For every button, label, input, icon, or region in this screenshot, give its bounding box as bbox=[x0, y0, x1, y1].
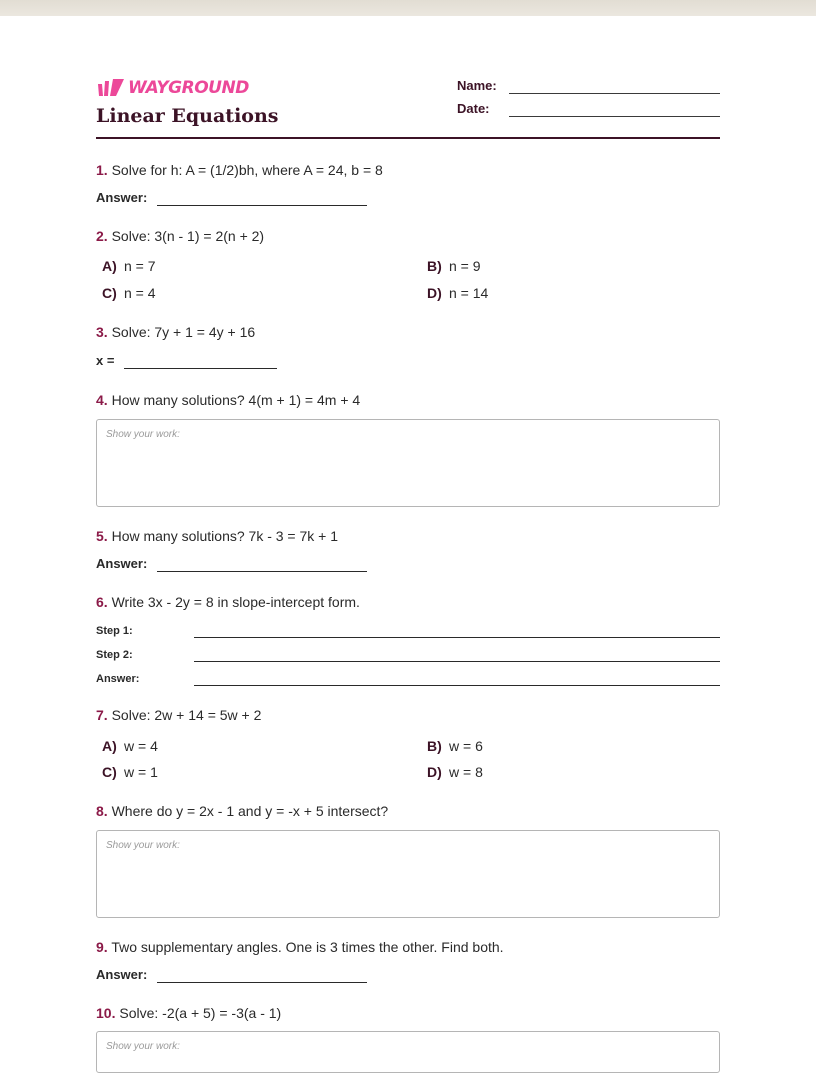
answer-label: Answer: bbox=[96, 556, 148, 571]
choice-d[interactable] bbox=[427, 763, 483, 781]
choice-a[interactable] bbox=[102, 257, 156, 275]
question-prompt: Solve for h: A = (1/2)bh, where A = 24, b = 8 bbox=[111, 162, 383, 178]
question-prompt: Two supplementary angles. One is 3 times the other. Find both. bbox=[111, 939, 504, 955]
question-number: 10. bbox=[96, 1005, 116, 1021]
question-7 bbox=[96, 706, 720, 724]
choice-letter: D) bbox=[427, 764, 442, 780]
choice-letter: A) bbox=[102, 738, 117, 754]
question-prompt: Solve: 2w + 14 = 5w + 2 bbox=[111, 707, 262, 723]
question-text bbox=[96, 802, 720, 820]
brand-logo bbox=[96, 78, 249, 98]
step-field[interactable] bbox=[194, 625, 720, 638]
step-field[interactable] bbox=[194, 673, 720, 686]
answer-label: x = bbox=[96, 353, 115, 368]
choice-text: n = 7 bbox=[124, 258, 156, 274]
question-9 bbox=[96, 938, 720, 956]
answer-row-9 bbox=[96, 967, 367, 983]
answer-label: Answer: bbox=[96, 967, 148, 982]
question-5 bbox=[96, 527, 720, 545]
question-prompt: Where do y = 2x - 1 and y = -x + 5 intersect? bbox=[111, 803, 389, 819]
step-field[interactable] bbox=[194, 649, 720, 662]
date-label: Date: bbox=[457, 101, 490, 116]
answer-row-5 bbox=[96, 556, 367, 572]
step-label: Answer: bbox=[96, 673, 140, 685]
choice-text: w = 4 bbox=[124, 738, 158, 754]
choice-a[interactable] bbox=[102, 737, 158, 755]
step-row-2 bbox=[96, 648, 720, 662]
step-row-1 bbox=[96, 624, 720, 638]
question-4 bbox=[96, 391, 720, 409]
answer-label: Answer: bbox=[96, 190, 148, 205]
date-field[interactable] bbox=[509, 103, 720, 117]
question-number: 9. bbox=[96, 939, 108, 955]
question-prompt: How many solutions? 7k - 3 = 7k + 1 bbox=[111, 528, 339, 544]
choice-letter: C) bbox=[102, 764, 117, 780]
choice-letter: A) bbox=[102, 258, 117, 274]
question-8 bbox=[96, 802, 720, 820]
step-row-answer bbox=[96, 672, 720, 686]
name-row bbox=[457, 78, 720, 94]
work-box[interactable] bbox=[96, 1031, 720, 1073]
answer-row-1 bbox=[96, 190, 367, 206]
answer-field[interactable] bbox=[157, 192, 367, 206]
question-text bbox=[96, 323, 720, 341]
answer-field[interactable] bbox=[124, 355, 277, 369]
work-hint: Show your work: bbox=[106, 840, 180, 851]
choice-d[interactable] bbox=[427, 284, 488, 302]
question-prompt: How many solutions? 4(m + 1) = 4m + 4 bbox=[111, 392, 361, 408]
choice-letter: B) bbox=[427, 738, 442, 754]
choice-text: w = 1 bbox=[124, 764, 158, 780]
step-label: Step 2: bbox=[96, 649, 133, 661]
brand-name: WAYGROUND bbox=[128, 78, 249, 98]
question-6 bbox=[96, 593, 720, 611]
wayground-logo-icon bbox=[96, 78, 126, 98]
question-text bbox=[96, 391, 720, 409]
question-text bbox=[96, 527, 720, 545]
name-field[interactable] bbox=[509, 80, 720, 94]
choice-text: n = 4 bbox=[124, 285, 156, 301]
work-box[interactable] bbox=[96, 419, 720, 507]
question-2 bbox=[96, 227, 720, 245]
choice-text: n = 9 bbox=[449, 258, 481, 274]
question-number: 4. bbox=[96, 392, 108, 408]
choice-text: w = 6 bbox=[449, 738, 483, 754]
choice-letter: C) bbox=[102, 285, 117, 301]
question-text bbox=[96, 938, 720, 956]
question-text bbox=[96, 161, 720, 179]
question-number: 8. bbox=[96, 803, 108, 819]
choice-letter: B) bbox=[427, 258, 442, 274]
choice-c[interactable] bbox=[102, 763, 158, 781]
question-number: 1. bbox=[96, 162, 108, 178]
choice-text: n = 14 bbox=[449, 285, 489, 301]
question-text bbox=[96, 1004, 720, 1022]
question-prompt: Solve: 7y + 1 = 4y + 16 bbox=[111, 324, 256, 340]
question-prompt: Solve: 3(n - 1) = 2(n + 2) bbox=[111, 228, 265, 244]
work-hint: Show your work: bbox=[106, 1041, 180, 1052]
choice-letter: D) bbox=[427, 285, 442, 301]
name-label: Name: bbox=[457, 78, 497, 93]
work-box[interactable] bbox=[96, 830, 720, 918]
choice-b[interactable] bbox=[427, 737, 483, 755]
step-label: Step 1: bbox=[96, 625, 133, 637]
question-1 bbox=[96, 161, 720, 179]
work-hint: Show your work: bbox=[106, 429, 180, 440]
question-number: 3. bbox=[96, 324, 108, 340]
question-prompt: Solve: -2(a + 5) = -3(a - 1) bbox=[119, 1005, 282, 1021]
question-text bbox=[96, 227, 720, 245]
question-number: 2. bbox=[96, 228, 108, 244]
question-text bbox=[96, 706, 720, 724]
date-row bbox=[457, 101, 720, 117]
question-10 bbox=[96, 1004, 720, 1022]
choice-text: w = 8 bbox=[449, 764, 483, 780]
choice-c[interactable] bbox=[102, 284, 156, 302]
answer-field[interactable] bbox=[157, 558, 367, 572]
question-3 bbox=[96, 323, 720, 341]
page-title: Linear Equations bbox=[96, 105, 279, 127]
question-number: 7. bbox=[96, 707, 108, 723]
question-text bbox=[96, 593, 720, 611]
question-number: 6. bbox=[96, 594, 108, 610]
window-top-strip bbox=[0, 0, 816, 16]
question-number: 5. bbox=[96, 528, 108, 544]
header-divider bbox=[96, 137, 720, 139]
answer-row-3 bbox=[96, 353, 277, 369]
choice-b[interactable] bbox=[427, 257, 481, 275]
answer-field[interactable] bbox=[157, 969, 367, 983]
question-prompt: Write 3x - 2y = 8 in slope-intercept form. bbox=[111, 594, 360, 610]
